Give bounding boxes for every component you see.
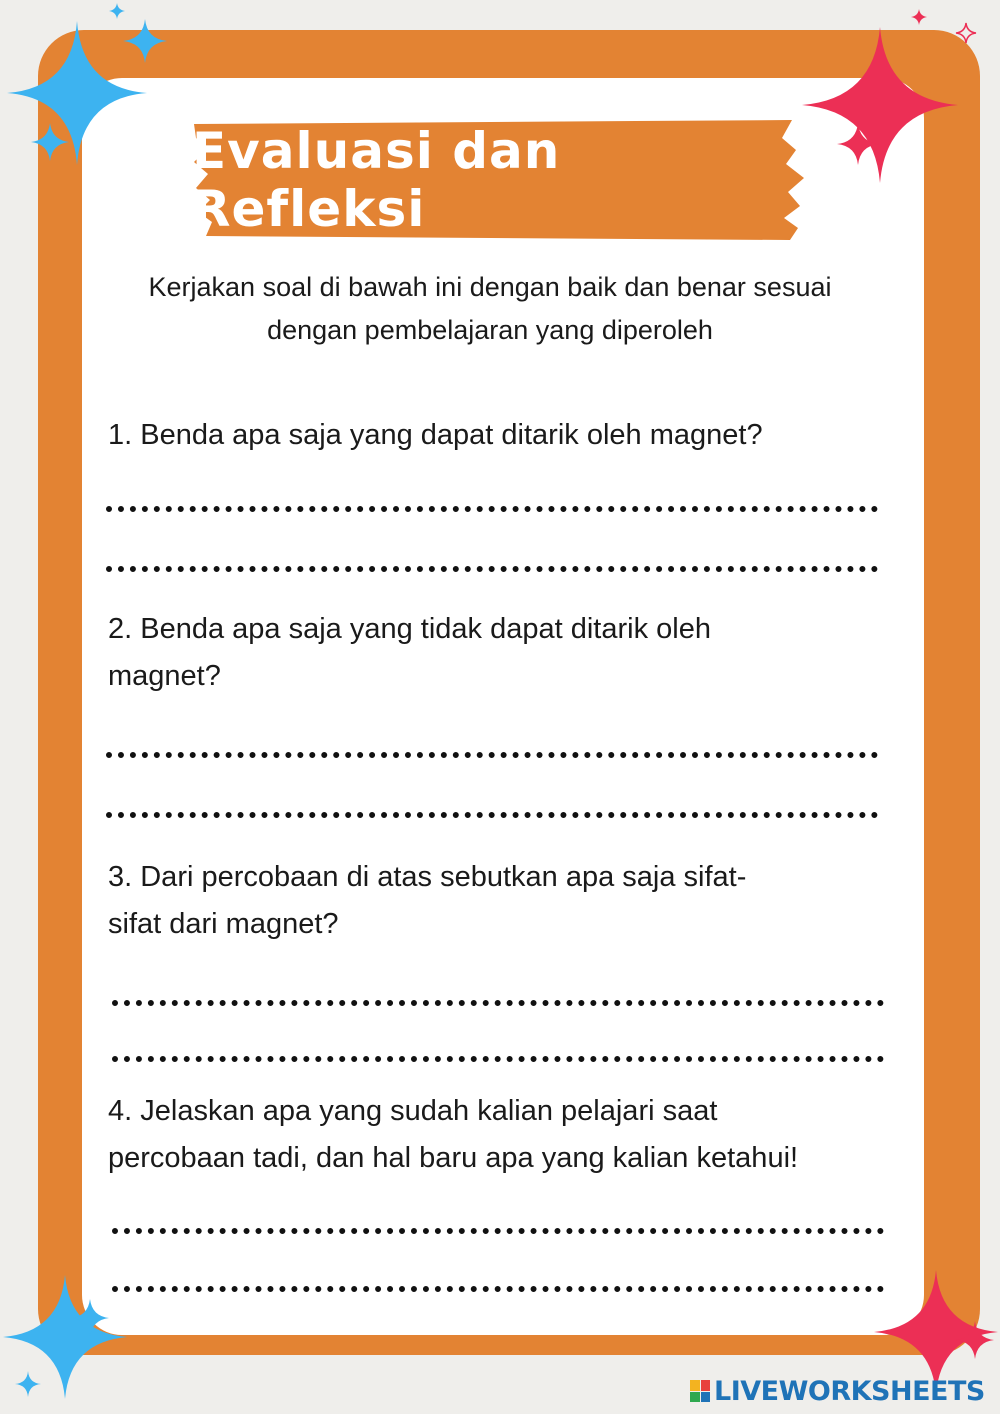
- answer-3-line-2[interactable]: [112, 1026, 884, 1062]
- page-title: Evaluasi dan Refleksi: [192, 122, 561, 238]
- brand-name: LIVEWORKSHEETS: [714, 1375, 985, 1407]
- sparkle-bottom-right-small-red-icon: [955, 1320, 995, 1360]
- sparkle-bottom-left-small-blue-icon: [70, 1298, 110, 1338]
- sparkle-dot-blue-icon: [108, 2, 126, 20]
- question-text: 1. Benda apa saja yang dapat ditarik oleh magnet?: [108, 419, 763, 451]
- question-4: [108, 1088, 908, 1182]
- question-text-continued: sifat dari magnet?: [108, 908, 339, 940]
- sparkle-bottom-left-tiny-blue-icon: [14, 1370, 42, 1398]
- sparkle-outline-red-icon: [955, 22, 977, 44]
- sparkle-small-red-icon: [836, 122, 880, 166]
- question-text: 3. Dari percobaan di atas sebutkan apa saja sifat-: [108, 861, 747, 893]
- question-text-continued: magnet?: [108, 660, 221, 692]
- sparkle-dot-red-icon: [910, 8, 928, 26]
- answer-2-line-2[interactable]: [106, 782, 878, 818]
- answer-4-line-2[interactable]: [112, 1256, 884, 1292]
- question-1: [108, 412, 908, 459]
- answer-3-line-1[interactable]: [112, 970, 884, 1006]
- question-text-continued: percobaan tadi, dan hal baru apa yang kalian ketahui!: [108, 1142, 799, 1174]
- question-3: [108, 854, 908, 948]
- sparkle-large-red-icon: [800, 25, 960, 185]
- sparkle-tiny-blue-icon: [30, 122, 70, 162]
- answer-2-line-1[interactable]: [106, 722, 878, 758]
- question-text: 2. Benda apa saja yang tidak dapat ditarik oleh: [108, 613, 711, 645]
- sparkle-small-blue-icon: [122, 18, 168, 64]
- answer-4-line-1[interactable]: [112, 1198, 884, 1234]
- answer-1-line-1[interactable]: [106, 476, 878, 512]
- question-text: 4. Jelaskan apa yang sudah kalian pelajari saat: [108, 1095, 718, 1127]
- question-2: [108, 606, 908, 700]
- answer-1-line-2[interactable]: [106, 536, 878, 572]
- liveworksheets-logo[interactable]: [690, 1376, 985, 1406]
- liveworksheets-logo-icon: [690, 1380, 710, 1402]
- instructions-text: Kerjakan soal di bawah ini dengan baik dan benar sesuai dengan pembelajaran yang diperoleh: [148, 272, 832, 345]
- title-banner: [192, 120, 812, 240]
